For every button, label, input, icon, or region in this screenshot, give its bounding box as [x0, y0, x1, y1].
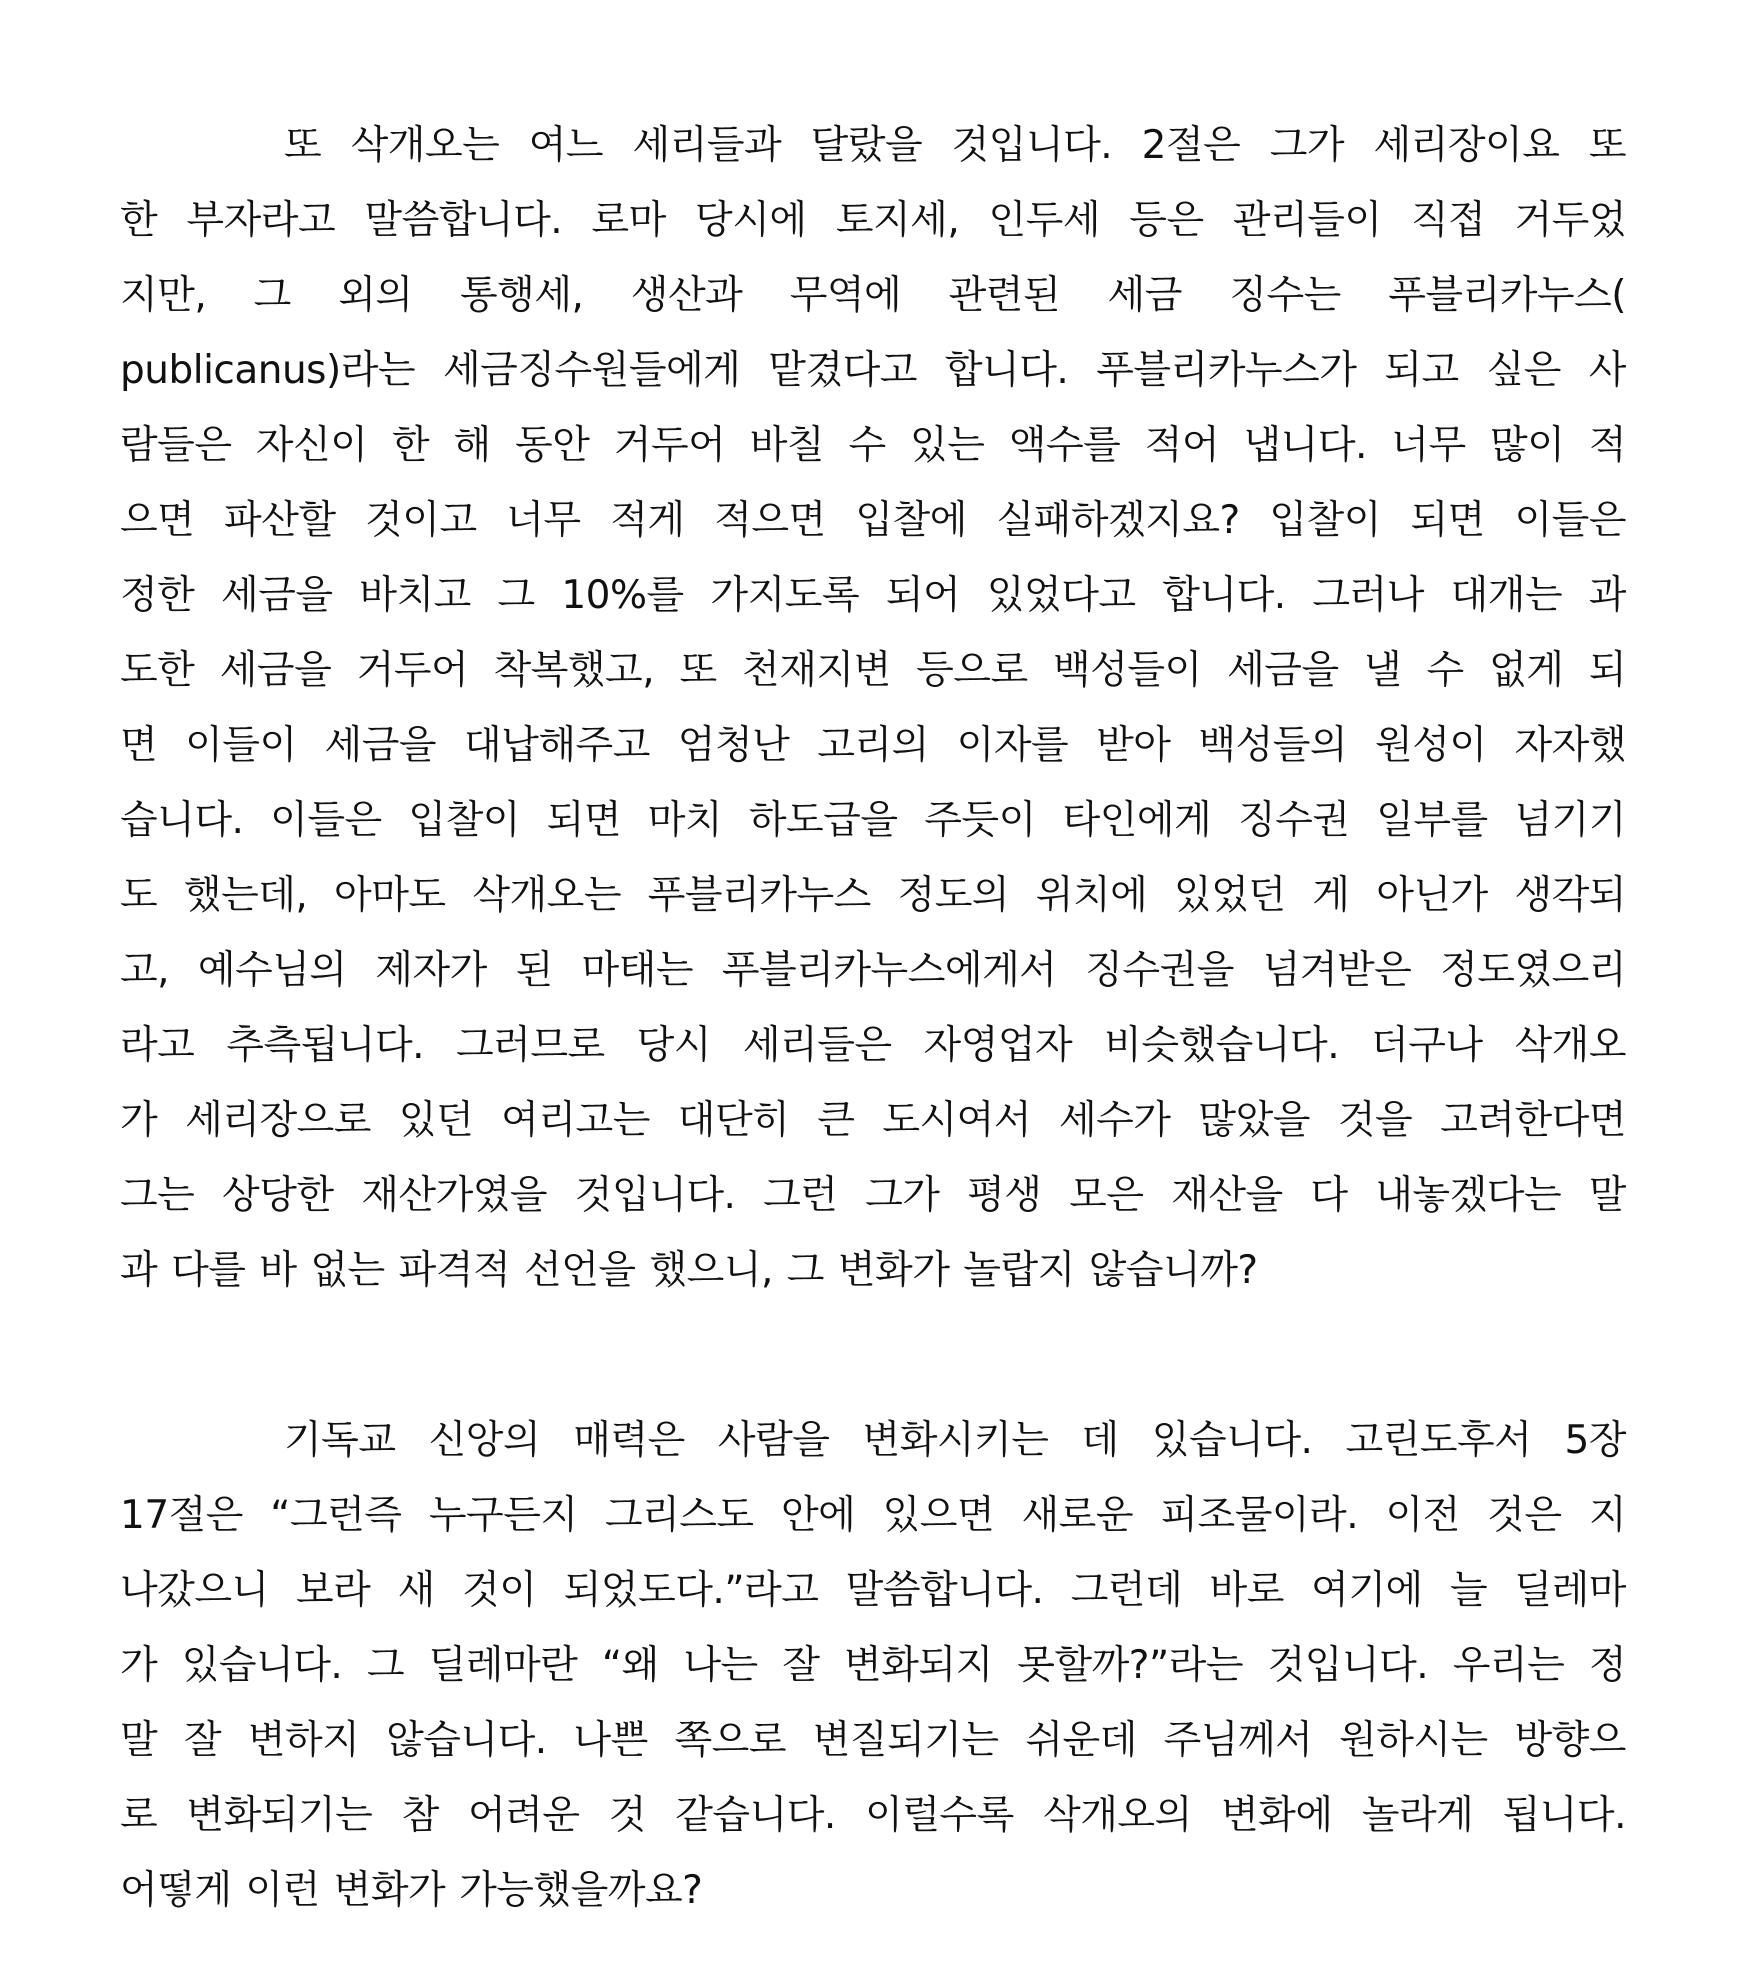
text-line: 기독교 신앙의 매력은 사람을 변화시키는 데 있습니다. 고린도후서 5장 [284, 1418, 1626, 1463]
paragraph-zacchaeus-wealth [120, 108, 1626, 1308]
text-line: 한 부자라고 말씀합니다. 로마 당시에 토지세, 인두세 등은 관리들이 직접 거두었 [120, 198, 1626, 243]
text-line: 면 이들이 세금을 대납해주고 엄청난 고리의 이자를 받아 백성들의 원성이 자자했 [120, 723, 1626, 768]
text-line: 17절은 “그런즉 누구든지 그리스도 안에 있으면 새로운 피조물이라. 이전 것은 지 [120, 1493, 1626, 1538]
text-line: 으면 파산할 것이고 너무 적게 적으면 입찰에 실패하겠지요? 입찰이 되면 이들은 [120, 498, 1626, 543]
text-line: 가 세리장으로 있던 여리고는 대단히 큰 도시여서 세수가 많았을 것을 고려한다면 [120, 1098, 1626, 1143]
text-line: 어떻게 이런 변화가 가능했을까요? [120, 1868, 703, 1913]
text-line: 가 있습니다. 그 딜레마란 “왜 나는 잘 변화되지 못할까?”라는 것입니다. 우리는 정 [120, 1643, 1626, 1688]
text-line: 도 했는데, 아마도 삭개오는 푸블리카누스 정도의 위치에 있었던 게 아닌가 생각되 [120, 873, 1626, 918]
text-line: 도한 세금을 거두어 착복했고, 또 천재지변 등으로 백성들이 세금을 낼 수 없게 되 [120, 648, 1626, 693]
text-line: 습니다. 이들은 입찰이 되면 마치 하도급을 주듯이 타인에게 징수권 일부를 넘기기 [120, 798, 1626, 843]
text-line: 람들은 자신이 한 해 동안 거두어 바칠 수 있는 액수를 적어 냅니다. 너무 많이 적 [120, 423, 1626, 468]
text-line: 정한 세금을 바치고 그 10%를 가지도록 되어 있었다고 합니다. 그러나 대개는 과 [120, 573, 1626, 618]
text-line: publicanus)라는 세금징수원들에게 맡겼다고 합니다. 푸블리카누스가 되고 싶은 사 [120, 348, 1626, 393]
text-line: 또 삭개오는 여느 세리들과 달랐을 것입니다. 2절은 그가 세리장이요 또 [284, 123, 1626, 168]
text-line: 고, 예수님의 제자가 된 마태는 푸블리카누스에게서 징수권을 넘겨받은 정도였으리 [120, 948, 1626, 993]
paragraph-spacer [120, 1308, 1626, 1403]
text-line: 라고 추측됩니다. 그러므로 당시 세리들은 자영업자 비슷했습니다. 더구나 삭개오 [120, 1023, 1626, 1068]
document-page [120, 108, 1626, 1928]
text-line: 로 변화되기는 참 어려운 것 같습니다. 이럴수록 삭개오의 변화에 놀라게 됩니다. [120, 1793, 1626, 1838]
text-line: 말 잘 변하지 않습니다. 나쁜 쪽으로 변질되기는 쉬운데 주님께서 원하시는 방향으 [120, 1718, 1626, 1763]
paragraph-christian-transformation [120, 1403, 1626, 1928]
text-line: 과 다를 바 없는 파격적 선언을 했으니, 그 변화가 놀랍지 않습니까? [120, 1248, 1258, 1293]
text-line: 나갔으니 보라 새 것이 되었도다.”라고 말씀합니다. 그런데 바로 여기에 늘 딜레마 [120, 1568, 1626, 1613]
text-line: 그는 상당한 재산가였을 것입니다. 그런 그가 평생 모은 재산을 다 내놓겠다는 말 [120, 1173, 1626, 1218]
text-line: 지만, 그 외의 통행세, 생산과 무역에 관련된 세금 징수는 푸블리카누스( [120, 273, 1626, 318]
